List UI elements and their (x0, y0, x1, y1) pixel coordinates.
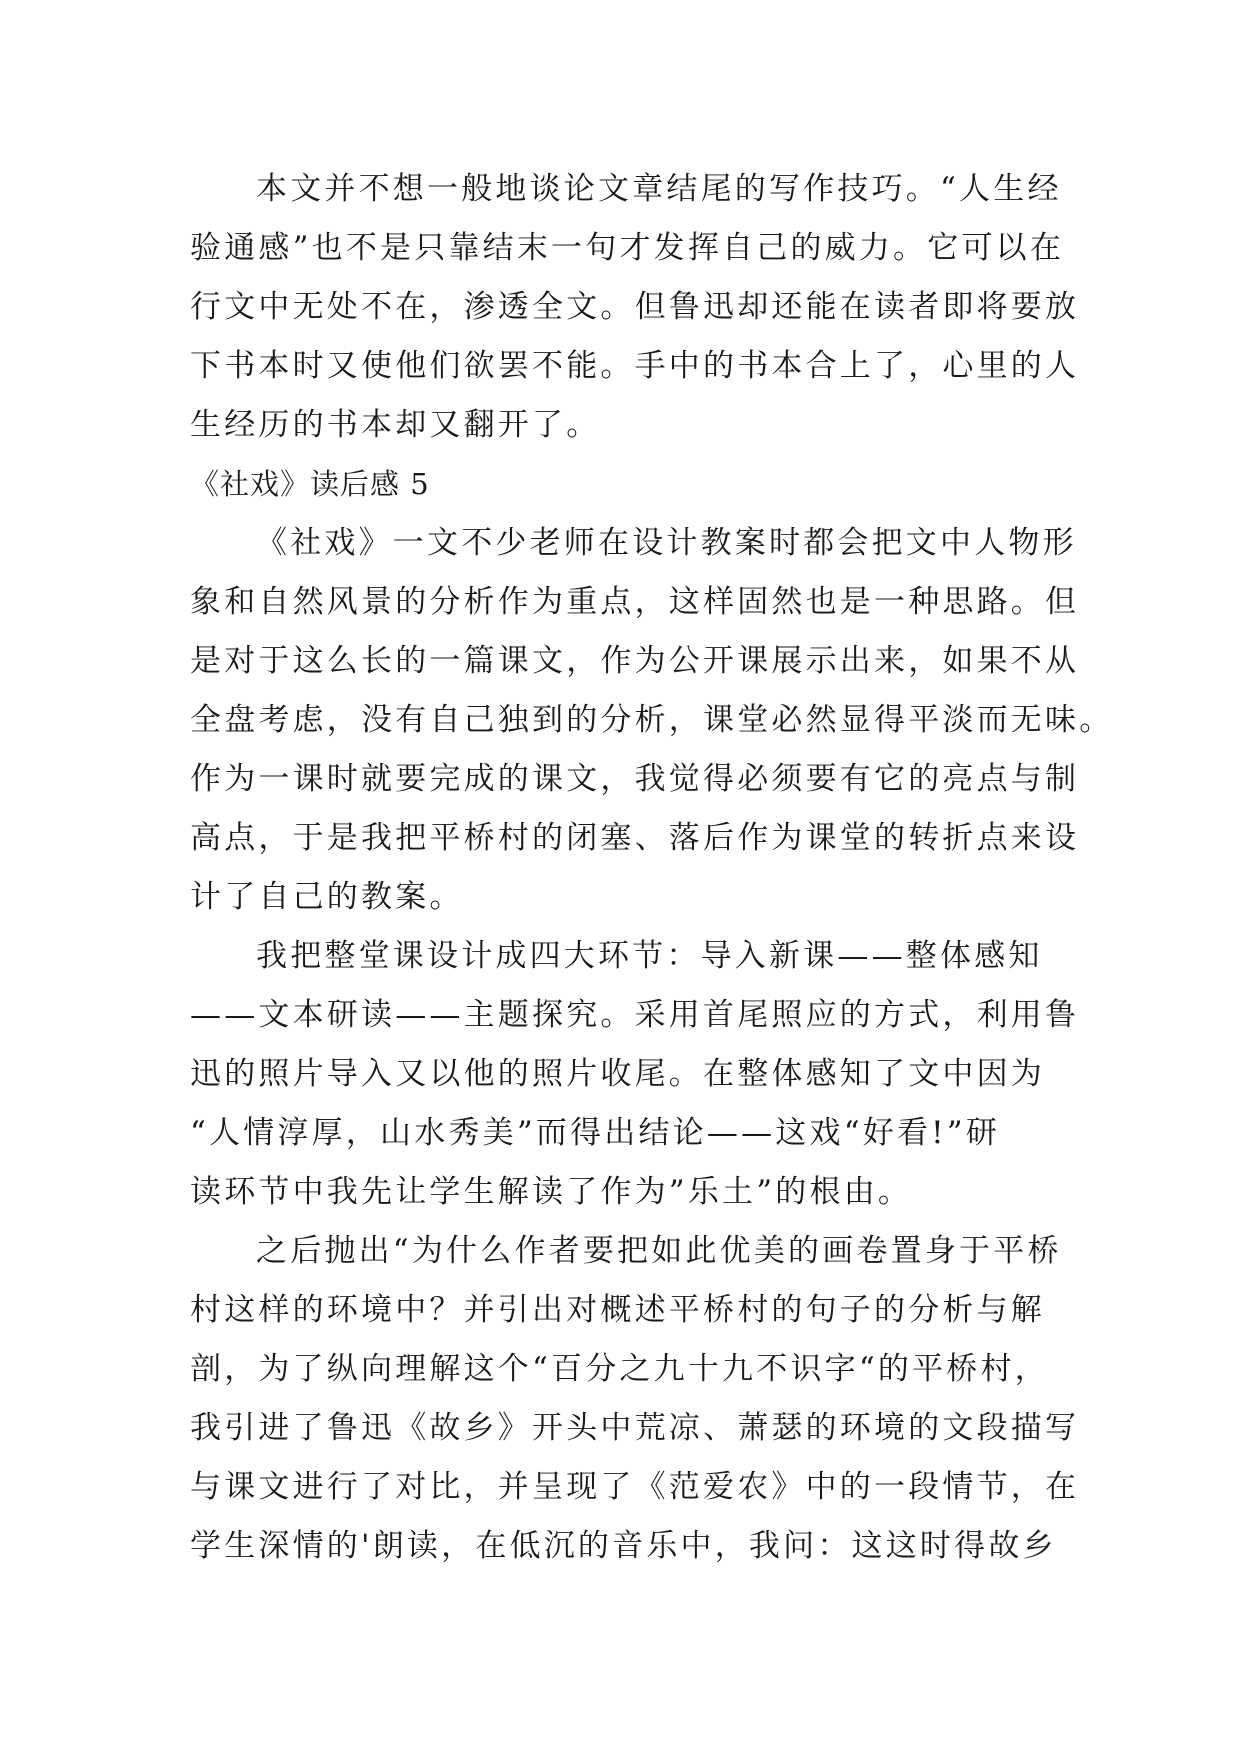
text-line: ——文本研读——主题探究。采用首尾照应的方式，利用鲁 (190, 997, 1080, 1033)
text-line: 我把整堂课设计成四大环节：导入新课——整体感知 (256, 938, 1043, 974)
text-line: 本文并不想一般地谈论文章结尾的写作技巧。“人生经 (256, 171, 1062, 207)
paragraph-lesson-intro (190, 514, 1114, 927)
text-line: 与课文进行了对比，并呈现了《范爱农》中的一段情节，在 (190, 1469, 1080, 1505)
text-line: 之后抛出“为什么作者要把如此优美的画卷置身于平桥 (256, 1233, 1062, 1269)
paragraph-comparison (190, 1222, 1080, 1576)
text-line: 剖，为了纵向理解这个“百分之九十九不识字“的平桥村， (190, 1351, 1049, 1387)
paragraph-ending-technique (190, 160, 1080, 455)
text-line: 迅的照片导入又以他的照片收尾。在整体感知了文中因为 (190, 1056, 1045, 1092)
paragraph-lesson-structure (190, 927, 1080, 1222)
text-line: 《社戏》一文不少老师在设计教案时都会把文中人物形 (256, 525, 1077, 561)
text-line: “人情淳厚，山水秀美”而得出结论——这戏“好看!”研 (190, 1115, 1001, 1151)
text-line: 生经历的书本却又翻开了。 (190, 407, 601, 443)
text-line: 我引进了鲁迅《故乡》开头中荒凉、萧瑟的环境的文段描写 (190, 1410, 1080, 1446)
text-line: 读环节中我先让学生解读了作为”乐土”的根由。 (190, 1174, 913, 1210)
text-line: 高点，于是我把平桥村的闭塞、落后作为课堂的转折点来设 (190, 820, 1080, 856)
text-line: 作为一课时就要完成的课文，我觉得必须要有它的亮点与制 (190, 761, 1080, 797)
text-line: 学生深情的'朗读，在低沉的音乐中，我问：这这时得故乡 (190, 1528, 1057, 1564)
text-line: 象和自然风景的分析作为重点，这样固然也是一种思路。但 (190, 584, 1080, 620)
document-body (190, 160, 1114, 1576)
text-line: 村这样的环境中？并引出对概述平桥村的句子的分析与解 (190, 1292, 1045, 1328)
text-line: 计了自己的教案。 (190, 879, 464, 915)
section-heading: 《社戏》读后感 5 (190, 467, 430, 501)
text-line: 下书本时又使他们欲罢不能。手中的书本合上了，心里的人 (190, 348, 1080, 384)
text-line: 行文中无处不在，渗透全文。但鲁迅却还能在读者即将要放 (190, 289, 1080, 325)
text-line: 验通感”也不是只靠结末一句才发挥自己的威力。它可以在 (190, 230, 1065, 266)
text-line: 全盘考虑，没有自己独到的分析，课堂必然显得平淡而无味。 (190, 702, 1114, 738)
text-line: 是对于这么长的一篇课文，作为公开课展示出来，如果不从 (190, 643, 1080, 679)
